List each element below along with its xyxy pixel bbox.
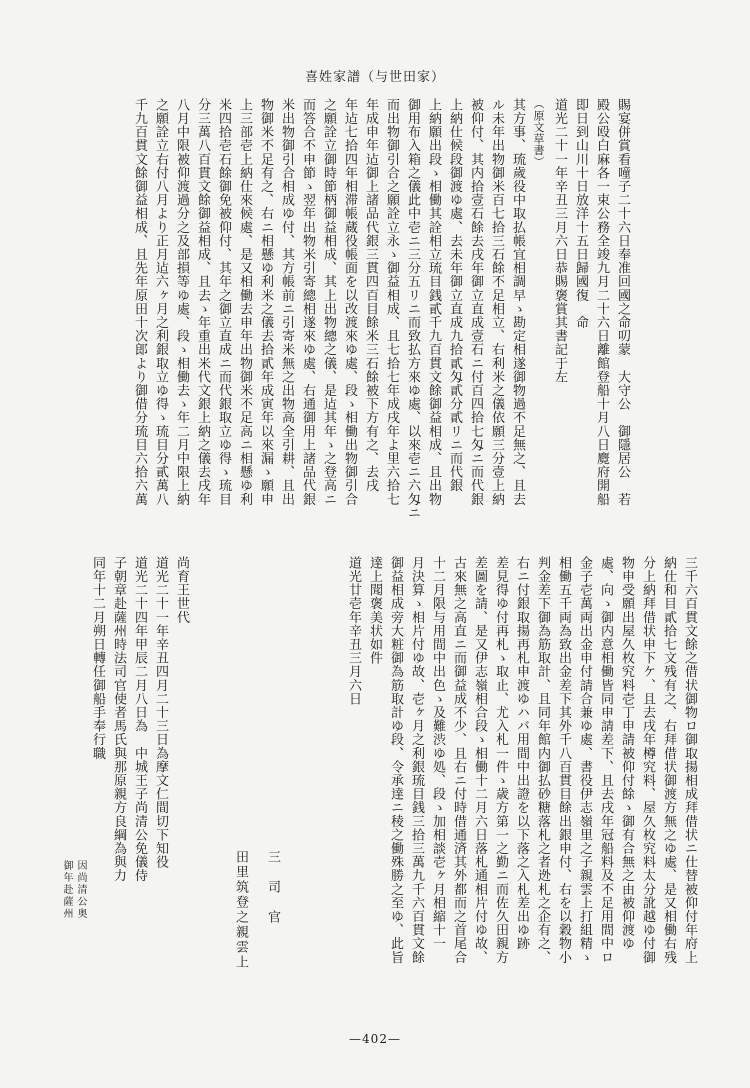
text-column: 分三萬八百貫文餘御益相成、且去ゝ年重出米代文銀上納之儀去戌年 <box>195 98 210 506</box>
text-column: 物御米不足有之、右ニ相懸ゆ利米之儀去拾貳年成寅年以來漏ゝ願申 <box>258 98 273 506</box>
text-column: 右ニ付銀取揚再札申渡ゆハバ用間中出證を以下落之入札差出ゆ跡 <box>514 556 529 951</box>
annotation-note: 御年赴薩州 <box>61 860 72 920</box>
text-column: （原文草書） <box>532 98 545 168</box>
text-column: 上納仕候段御渡ゆ處、去未年御立直成九拾貳匁貳分貳リニ而代銀 <box>447 98 462 493</box>
text-column: 相働五千両為致出金差下其外千八百貫目餘出銀申付、右を以穀物小 <box>556 556 571 964</box>
text-column: 道光二十四年甲辰二月八日為 中城王子尚清公免儀侍 <box>132 556 147 883</box>
bottom-left-text-block <box>87 556 192 1026</box>
text-column: 判金差下御為筋取計、且同年館内御払砂糖落札之者迯札之企有之、 <box>535 556 550 964</box>
text-column: 其方事、琉歲役中取払帳宜相調早ゝ勘定相遂御物過不足無之、且去 <box>510 98 525 506</box>
text-column: 之願詮立右付八月より正月迠六ヶ月之利銀取立ゆ得ゝ琉目分貳萬八 <box>153 98 168 506</box>
page-number: —402— <box>349 1032 401 1046</box>
text-column: 之願詮立御時節柄御益相成、其上出物總之儀、是迠其年ゝ之登高ニ <box>321 98 336 506</box>
text-column: 達上聞褒美状如件 <box>367 556 382 665</box>
text-column: 金子壱萬両出金申付請合兼ゆ處、書役伊志嶺里之子親雲上打組精ゝ <box>577 556 592 964</box>
text-column: 道光二十一年辛丑三月六日恭賜褒賞其書記于左 <box>552 98 567 384</box>
text-column: 差圖を請、是又伊志嶺相合段ゝ相働十二月六日落札通相片付ゆ故、 <box>472 556 487 964</box>
text-column: 分上納拜借状申下ケ、且去戌年樽究料、屋久枚究料太分訛越ゆ付御 <box>640 556 655 964</box>
running-head: 喜姓家譜（与世田家） <box>304 70 445 85</box>
text-column: 年迠七拾四年相滞帳蔵役帳面を以改渡來ゆ處、段ゝ相働出物御引合 <box>342 98 357 506</box>
text-column: 賜宴併賞看噇子二十六日奉准回國之命叨蒙 大守公 御隱居公 若 <box>615 98 630 506</box>
text-column: 而出物御引合之願詮立永ゝ御益相成、且七拾七年成戌年よ里六拾七 <box>384 98 399 506</box>
text-column: 三千六百貫文餘之借状御物ロ御取揚相成拜借状ニ仕替被仰付年府上 <box>682 556 697 964</box>
bottom-right-text-block <box>343 556 700 1026</box>
text-column: 即日到山川十日放洋十五日歸國復 命 <box>573 98 588 330</box>
text-column: 上納願出段ゝ相働其詮相立琉目銭貳千九百貫文餘御益相成、且出物 <box>426 98 441 506</box>
text-column: 古來無之高直ニ而御益成不少、且右ニ付時借通済其外都而之首尾合 <box>451 556 466 964</box>
text-column: 米四拾壱石餘御免被仰付、其年之御立直成ニ而代銀取立ゆ得ゝ琉目 <box>216 98 231 506</box>
date-column: 道光廿壱年辛丑三月六日 <box>346 556 361 706</box>
text-column: 御益相成旁大粧御為筋取計ゆ段、令承達ニ稜之働殊勝之至ゆ、此旨 <box>388 556 403 964</box>
top-text-block <box>129 98 633 538</box>
annotation-note: 因尚清公奥 <box>75 860 86 920</box>
text-column: 納仕和目貳拾七文残有之、右拜借状御渡方無之ゆ處、是又相働右残 <box>661 556 676 964</box>
text-column: 月決算ゝ相片付ゆ故、壱ヶ月之利銀琉目銭三拾三萬九千六百貫文餘 <box>409 556 424 964</box>
signature-name: 田里筑登之親雲上 <box>233 850 248 970</box>
text-column: 子朝章赴薩州時法司官使者馬氏與那原親方良綱為與力 <box>111 556 126 883</box>
text-column: 十二月限与用間中出色ゝ及難渋ゆ処、段ゝ加相談壱ヶ月相縮十一 <box>430 556 445 951</box>
text-column: 被仰付、其内拾壹石餘去戌年御立直成壹石ニ付百四拾七匁ニ而代銀 <box>468 98 483 506</box>
text-column: 而答合不申節ゝ翌年出物米引寄總相遂來ゆ處、右通御用上諸品代銀 <box>300 98 315 506</box>
reign-heading: 尚育王世代 <box>174 556 189 624</box>
text-column: 上三部壱上納仕來候處、是又相働去申年出物御米不足高ニ相懸ゆ利 <box>237 98 252 506</box>
text-column: 差見得ゆ付再札ゝ取止、尤入札一件ゝ歳方第一之勤ニ而佐久田親方 <box>493 556 508 964</box>
text-column: 千九百貫文餘御益相成、且先年原田十次郎より御借分琉目六拾六萬 <box>132 98 147 506</box>
text-column: 物申受願出屋久枚究料壱丁申請被仰付餘ゝ御有合無之由被仰渡ゆ <box>619 556 634 951</box>
text-column: 年成申年迠御上諸品代銀三貫四百目餘米三石餘被下方有之、去戌 <box>363 98 378 493</box>
text-column: 八月中限被仰渡過分之及部損等ゆ處、段ゝ相働去ゝ年二月中限上納 <box>174 98 189 506</box>
text-column: 殿公殴白麻各一束公務全竣九月二十六日離館登船十月八日麑府開船 <box>594 98 609 506</box>
signature-office: 三 司 官 <box>265 850 280 925</box>
text-column: 御用布入箱之儀此中壱ニ三分五リニ而致払方來ゆ處、以來壱ニ六匁ニ <box>405 98 420 520</box>
text-column: 處、向ゝ御内意相働皆同申請差下、且去戌年冠船料及不足用間中ロ <box>598 556 613 964</box>
text-column: 米出物御引合相成ゆ付、其方帳前ニ引寄米無之出物高全引耕、且出 <box>279 98 294 506</box>
text-column: ル未年出物御米百七拾三石餘不足相立、右利米之儀依願三分壹上納 <box>489 98 504 506</box>
text-column: 同年十二月朔日轉任御船手奉行職 <box>90 556 105 760</box>
text-column: 道光二十一年辛丑四月二十三日為摩文仁間切下知役 <box>153 556 168 869</box>
